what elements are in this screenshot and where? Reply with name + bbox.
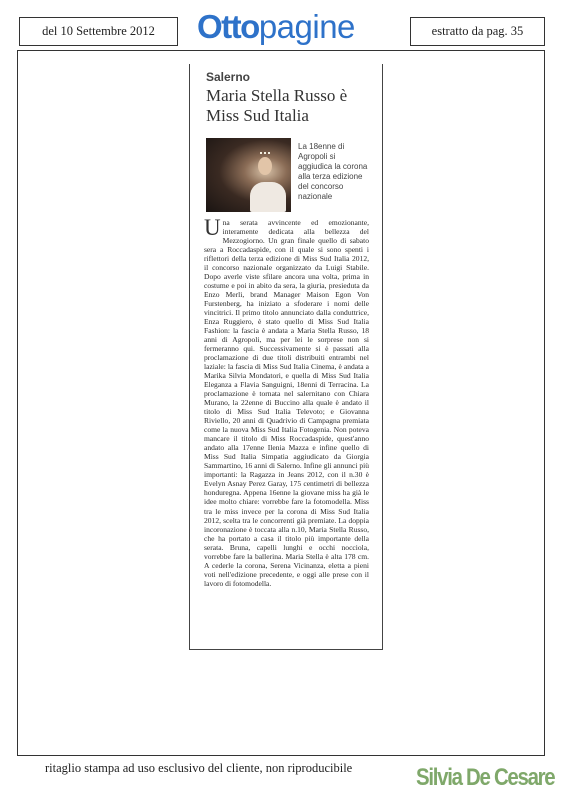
miss-photo bbox=[206, 138, 291, 212]
drop-cap: U bbox=[204, 215, 221, 240]
publication-date: del 10 Settembre 2012 bbox=[42, 24, 155, 38]
extract-box bbox=[410, 17, 545, 46]
page-extract-label: estratto da pag. 35 bbox=[431, 24, 524, 38]
article-text: na serata avvincente ed emozionante, interamente dedicata alla bellezza del Mezzogiorno. Un gran finale quello di sabato sera a Roccadaspide, con il quale si sono spenti i riflettori della terza edizione di Miss Sud Italia 2012, il concorso nazionale organizzato da Luigi Stabile. Dopo averle viste sfilare ancora una volta, prima in costume e poi in abito da sera, la giuria, presieduta da Enzo Merli, brand Manager Maison Egon Von Furstenberg, ha iniziato a sfoderare i nomi delle vincitrici. Il primo titolo annunciato dalla conduttrice, Enza Ruggiero, è stato quello di Miss Sud Italia Fashion: la fascia è andata a Maria Stella Russo, 18 anni di Agropoli, ma per lei le sorprese non si fermeranno qui. Successivamente si è passati alla proclamazione di due titoli distribuiti entrambi nel laziale: la fascia di Miss Sud Italia Cinema, è andata a Marika Silvia Mondatori, e quella di Miss Sud Italia Eleganza a Flavia Sanguigni, 18enni di Terracina. La proclamazione è tornata nel salernitano con Chiara Murano, la 22enne di Buccino alla quale è andato il titolo di Miss Sud Italia Televoto; e Giovanna Riviello, 20 anni di Quadrivio di Campagna premiata come la nuova Miss Sud Italia Fotogenia. Non poteva mancare il titolo di Miss Roccadaspide, quest'anno andato alla 17enne Ilenia Mazza e infine quello di Miss Sud Italia Simpatia aggiudicato da Giorgia Sammartino, 16 anni di Salerno. Infine gli annunci più importanti: la Ragazza in Jeans 2012, con il n.30 è Evelyn Asnay Perez Garay, 175 centimetri di bellezza honduregna. Appena 16enne la giovane miss ha già le idee molto chiare: vorrebbe fare la fotomodella. Miss tra le miss invece per la corona di Miss Sud Italia 2012, scelta tra le concorrenti già premiate. La doppia incoronazione è toccata alla n.10, Maria Stella Russo, che ha portato a casa il titolo più importante della serata. Bruna, capelli lunghi e occhi nocciola, vorrebbe fare la ballerina. Maria Stella è alta 178 cm. A cederle la corona, Serena Vicinanza, eletta a pieni voti nell'edizione precedente, e oggi alle prese con il lavoro di fotomodella. bbox=[204, 218, 369, 588]
ottopagine-logo bbox=[197, 8, 375, 50]
photo-face bbox=[258, 157, 272, 175]
section-label: Salerno bbox=[206, 70, 251, 84]
article-headline: Maria Stella Russo è Miss Sud Italia bbox=[206, 86, 348, 125]
logo-otto: Otto bbox=[197, 8, 259, 45]
photo-dress bbox=[250, 182, 286, 212]
photo-caption: La 18enne di Agropoli si aggiudica la corona alla terza edizione del concorso nazionale bbox=[298, 142, 368, 201]
footer-disclaimer: ritaglio stampa ad uso esclusivo del cliente, non riproducibile bbox=[45, 761, 353, 775]
date-box bbox=[19, 17, 178, 46]
newspaper-clipping bbox=[189, 64, 383, 650]
crown-icon bbox=[260, 152, 270, 159]
logo-pagine: pagine bbox=[258, 8, 355, 45]
signature-logo: Silvia De Cesare bbox=[416, 764, 555, 791]
article-body bbox=[204, 215, 369, 588]
